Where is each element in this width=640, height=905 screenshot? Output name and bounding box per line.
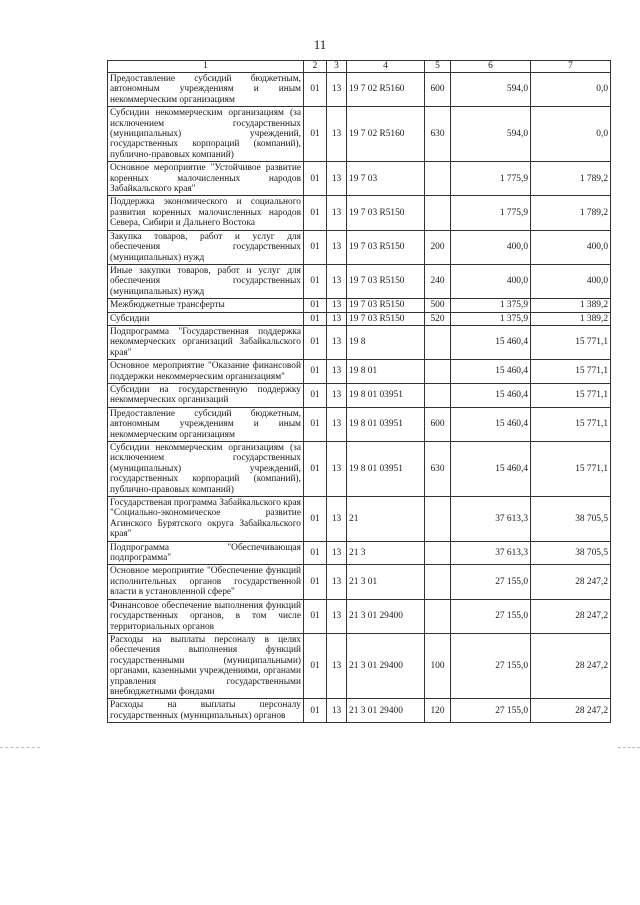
row-amount-year1: 27 155,0 [451, 633, 531, 698]
row-section: 01 [304, 162, 327, 196]
row-target-article: 19 7 03 R5150 [347, 299, 425, 312]
table-row [108, 407, 611, 441]
row-amount-year2: 1 789,2 [531, 196, 611, 230]
row-name: Расходы на выплаты персоналу государственных (муниципальных) органов [108, 699, 304, 723]
header-cell: 1 [108, 61, 304, 73]
row-target-article: 19 7 02 R5160 [347, 73, 425, 107]
row-target-article: 19 8 01 03951 [347, 383, 425, 407]
table-row [108, 196, 611, 230]
row-amount-year2: 15 771,1 [531, 407, 611, 441]
row-target-article: 21 3 01 29400 [347, 633, 425, 698]
row-subsection: 13 [327, 162, 347, 196]
row-name: Субсидии некоммерческим организациям (за исключением государственных (муниципальных) учреждений, государственных корпораций (компаний), публично-правовых компаний) [108, 442, 304, 497]
table-row [108, 162, 611, 196]
scan-margin-line [618, 747, 640, 748]
row-amount-year1: 37 613,3 [451, 497, 531, 542]
row-expense-type [425, 541, 451, 565]
row-expense-type: 630 [425, 442, 451, 497]
row-amount-year1: 15 460,4 [451, 325, 531, 359]
scan-margin-line [0, 747, 40, 748]
row-name: Государственая программа Забайкальского края "Социально-экономическое развитие Агинского Бурятского округа Забайкальского края" [108, 497, 304, 542]
row-expense-type [425, 565, 451, 599]
row-name: Субсидии некоммерческим организациям (за исключением государственных (муниципальных) учреждений, государственных корпораций (компаний), публично-правовых компаний) [108, 107, 304, 162]
row-amount-year2: 28 247,2 [531, 599, 611, 633]
row-target-article: 21 3 [347, 541, 425, 565]
row-subsection: 13 [327, 407, 347, 441]
header-cell: 5 [425, 61, 451, 73]
row-section: 01 [304, 541, 327, 565]
row-amount-year2: 28 247,2 [531, 633, 611, 698]
table-row [108, 325, 611, 359]
row-name: Предоставление субсидий бюджетным, автономным учреждениям и иным некоммерческим организациям [108, 407, 304, 441]
row-name: Основное мероприятие "Устойчивое развитие коренных малочисленных народов Забайкальского края" [108, 162, 304, 196]
row-target-article: 19 8 [347, 325, 425, 359]
table-row [108, 541, 611, 565]
row-name: Закупка товаров, работ и услуг для обеспечения государственных (муниципальных) нужд [108, 230, 304, 264]
row-expense-type [425, 497, 451, 542]
row-amount-year1: 594,0 [451, 107, 531, 162]
table-header-row [108, 61, 611, 73]
row-expense-type [425, 360, 451, 384]
table-row [108, 599, 611, 633]
row-expense-type: 240 [425, 264, 451, 298]
row-amount-year1: 400,0 [451, 230, 531, 264]
row-expense-type: 600 [425, 407, 451, 441]
row-amount-year2: 1 789,2 [531, 162, 611, 196]
table-row [108, 299, 611, 312]
row-amount-year1: 27 155,0 [451, 599, 531, 633]
row-amount-year1: 1 775,9 [451, 162, 531, 196]
row-section: 01 [304, 312, 327, 325]
row-subsection: 13 [327, 633, 347, 698]
row-amount-year1: 594,0 [451, 73, 531, 107]
row-subsection: 13 [327, 699, 347, 723]
row-amount-year1: 27 155,0 [451, 565, 531, 599]
row-subsection: 13 [327, 541, 347, 565]
row-section: 01 [304, 107, 327, 162]
row-amount-year2: 15 771,1 [531, 442, 611, 497]
table-row [108, 633, 611, 698]
row-name: Финансовое обеспечение выполнения функций государственных органов, в том числе территориальных органов [108, 599, 304, 633]
row-target-article: 21 3 01 29400 [347, 699, 425, 723]
row-section: 01 [304, 599, 327, 633]
table-row [108, 360, 611, 384]
row-target-article: 19 8 01 03951 [347, 407, 425, 441]
header-cell: 7 [531, 61, 611, 73]
row-amount-year1: 1 375,9 [451, 299, 531, 312]
row-target-article: 19 7 03 R5150 [347, 196, 425, 230]
header-cell: 4 [347, 61, 425, 73]
row-section: 01 [304, 196, 327, 230]
row-subsection: 13 [327, 383, 347, 407]
row-section: 01 [304, 497, 327, 542]
row-name: Подпрограмма "Обеспечивающая подпрограмма" [108, 541, 304, 565]
table-body [108, 73, 611, 723]
row-expense-type [425, 599, 451, 633]
row-subsection: 13 [327, 325, 347, 359]
budget-table [107, 60, 611, 723]
row-amount-year1: 15 460,4 [451, 407, 531, 441]
row-amount-year1: 15 460,4 [451, 360, 531, 384]
row-target-article: 19 7 02 R5160 [347, 107, 425, 162]
row-amount-year2: 38 705,5 [531, 541, 611, 565]
row-amount-year1: 15 460,4 [451, 383, 531, 407]
row-subsection: 13 [327, 497, 347, 542]
header-cell: 2 [304, 61, 327, 73]
row-expense-type: 200 [425, 230, 451, 264]
row-subsection: 13 [327, 264, 347, 298]
row-amount-year2: 28 247,2 [531, 565, 611, 599]
row-expense-type [425, 383, 451, 407]
row-amount-year2: 0,0 [531, 107, 611, 162]
row-expense-type [425, 162, 451, 196]
row-expense-type: 600 [425, 73, 451, 107]
row-section: 01 [304, 442, 327, 497]
table-row [108, 699, 611, 723]
row-name: Подпрограмма "Государственная поддержка некоммерческих организаций Забайкальского края" [108, 325, 304, 359]
row-name: Субсидии [108, 312, 304, 325]
row-target-article: 19 7 03 R5150 [347, 312, 425, 325]
row-expense-type: 520 [425, 312, 451, 325]
row-amount-year2: 15 771,1 [531, 360, 611, 384]
row-amount-year1: 37 613,3 [451, 541, 531, 565]
row-amount-year2: 15 771,1 [531, 325, 611, 359]
table-row [108, 107, 611, 162]
table-row [108, 497, 611, 542]
row-name: Субсидии на государственную поддержку некоммерческих организаций [108, 383, 304, 407]
row-name: Расходы на выплаты персоналу в целях обеспечения выполнения функций государственными (муниципальными) органами, казенными учреждениями, органами управления государственными внебюджетными фондами [108, 633, 304, 698]
row-expense-type: 500 [425, 299, 451, 312]
row-section: 01 [304, 360, 327, 384]
row-section: 01 [304, 325, 327, 359]
row-target-article: 19 7 03 R5150 [347, 264, 425, 298]
row-section: 01 [304, 264, 327, 298]
row-name: Межбюджетные трансферты [108, 299, 304, 312]
row-target-article: 19 7 03 [347, 162, 425, 196]
row-amount-year1: 1 775,9 [451, 196, 531, 230]
row-section: 01 [304, 633, 327, 698]
row-name: Поддержка экономического и социального развития коренных малочисленных народов Севера, Сибири и Дальнего Востока [108, 196, 304, 230]
row-subsection: 13 [327, 107, 347, 162]
row-subsection: 13 [327, 360, 347, 384]
row-expense-type [425, 196, 451, 230]
row-amount-year2: 400,0 [531, 230, 611, 264]
row-subsection: 13 [327, 565, 347, 599]
row-amount-year2: 38 705,5 [531, 497, 611, 542]
row-name: Иные закупки товаров, работ и услуг для обеспечения государственных (муниципальных) нужд [108, 264, 304, 298]
row-section: 01 [304, 407, 327, 441]
table-row [108, 442, 611, 497]
row-target-article: 21 [347, 497, 425, 542]
row-subsection: 13 [327, 599, 347, 633]
row-amount-year1: 1 375,9 [451, 312, 531, 325]
row-subsection: 13 [327, 442, 347, 497]
row-section: 01 [304, 73, 327, 107]
table-row [108, 312, 611, 325]
row-amount-year2: 28 247,2 [531, 699, 611, 723]
row-amount-year1: 27 155,0 [451, 699, 531, 723]
table-row [108, 565, 611, 599]
row-target-article: 19 8 01 03951 [347, 442, 425, 497]
table-row [108, 230, 611, 264]
row-amount-year1: 400,0 [451, 264, 531, 298]
row-amount-year1: 15 460,4 [451, 442, 531, 497]
row-name: Основное мероприятие "Обеспечение функций исполнительных органов государственной власти в установленной сфере" [108, 565, 304, 599]
row-section: 01 [304, 383, 327, 407]
row-target-article: 21 3 01 29400 [347, 599, 425, 633]
row-amount-year2: 400,0 [531, 264, 611, 298]
row-section: 01 [304, 699, 327, 723]
row-section: 01 [304, 565, 327, 599]
row-subsection: 13 [327, 312, 347, 325]
row-target-article: 19 7 03 R5150 [347, 230, 425, 264]
row-amount-year2: 1 389,2 [531, 312, 611, 325]
row-subsection: 13 [327, 73, 347, 107]
row-amount-year2: 1 389,2 [531, 299, 611, 312]
row-section: 01 [304, 299, 327, 312]
row-target-article: 21 3 01 [347, 565, 425, 599]
header-cell: 3 [327, 61, 347, 73]
page-number: 11 [313, 37, 327, 52]
row-expense-type [425, 325, 451, 359]
row-subsection: 13 [327, 196, 347, 230]
row-subsection: 13 [327, 299, 347, 312]
row-amount-year2: 15 771,1 [531, 383, 611, 407]
row-expense-type: 120 [425, 699, 451, 723]
row-section: 01 [304, 230, 327, 264]
table-row [108, 73, 611, 107]
header-cell: 6 [451, 61, 531, 73]
row-amount-year2: 0,0 [531, 73, 611, 107]
row-target-article: 19 8 01 [347, 360, 425, 384]
row-subsection: 13 [327, 230, 347, 264]
table-row [108, 383, 611, 407]
row-name: Основное мероприятие "Оказание финансовой поддержки некоммерческим организациям" [108, 360, 304, 384]
row-expense-type: 100 [425, 633, 451, 698]
row-expense-type: 630 [425, 107, 451, 162]
row-name: Предоставление субсидий бюджетным, автономным учреждениям и иным некоммерческим организациям [108, 73, 304, 107]
table-row [108, 264, 611, 298]
